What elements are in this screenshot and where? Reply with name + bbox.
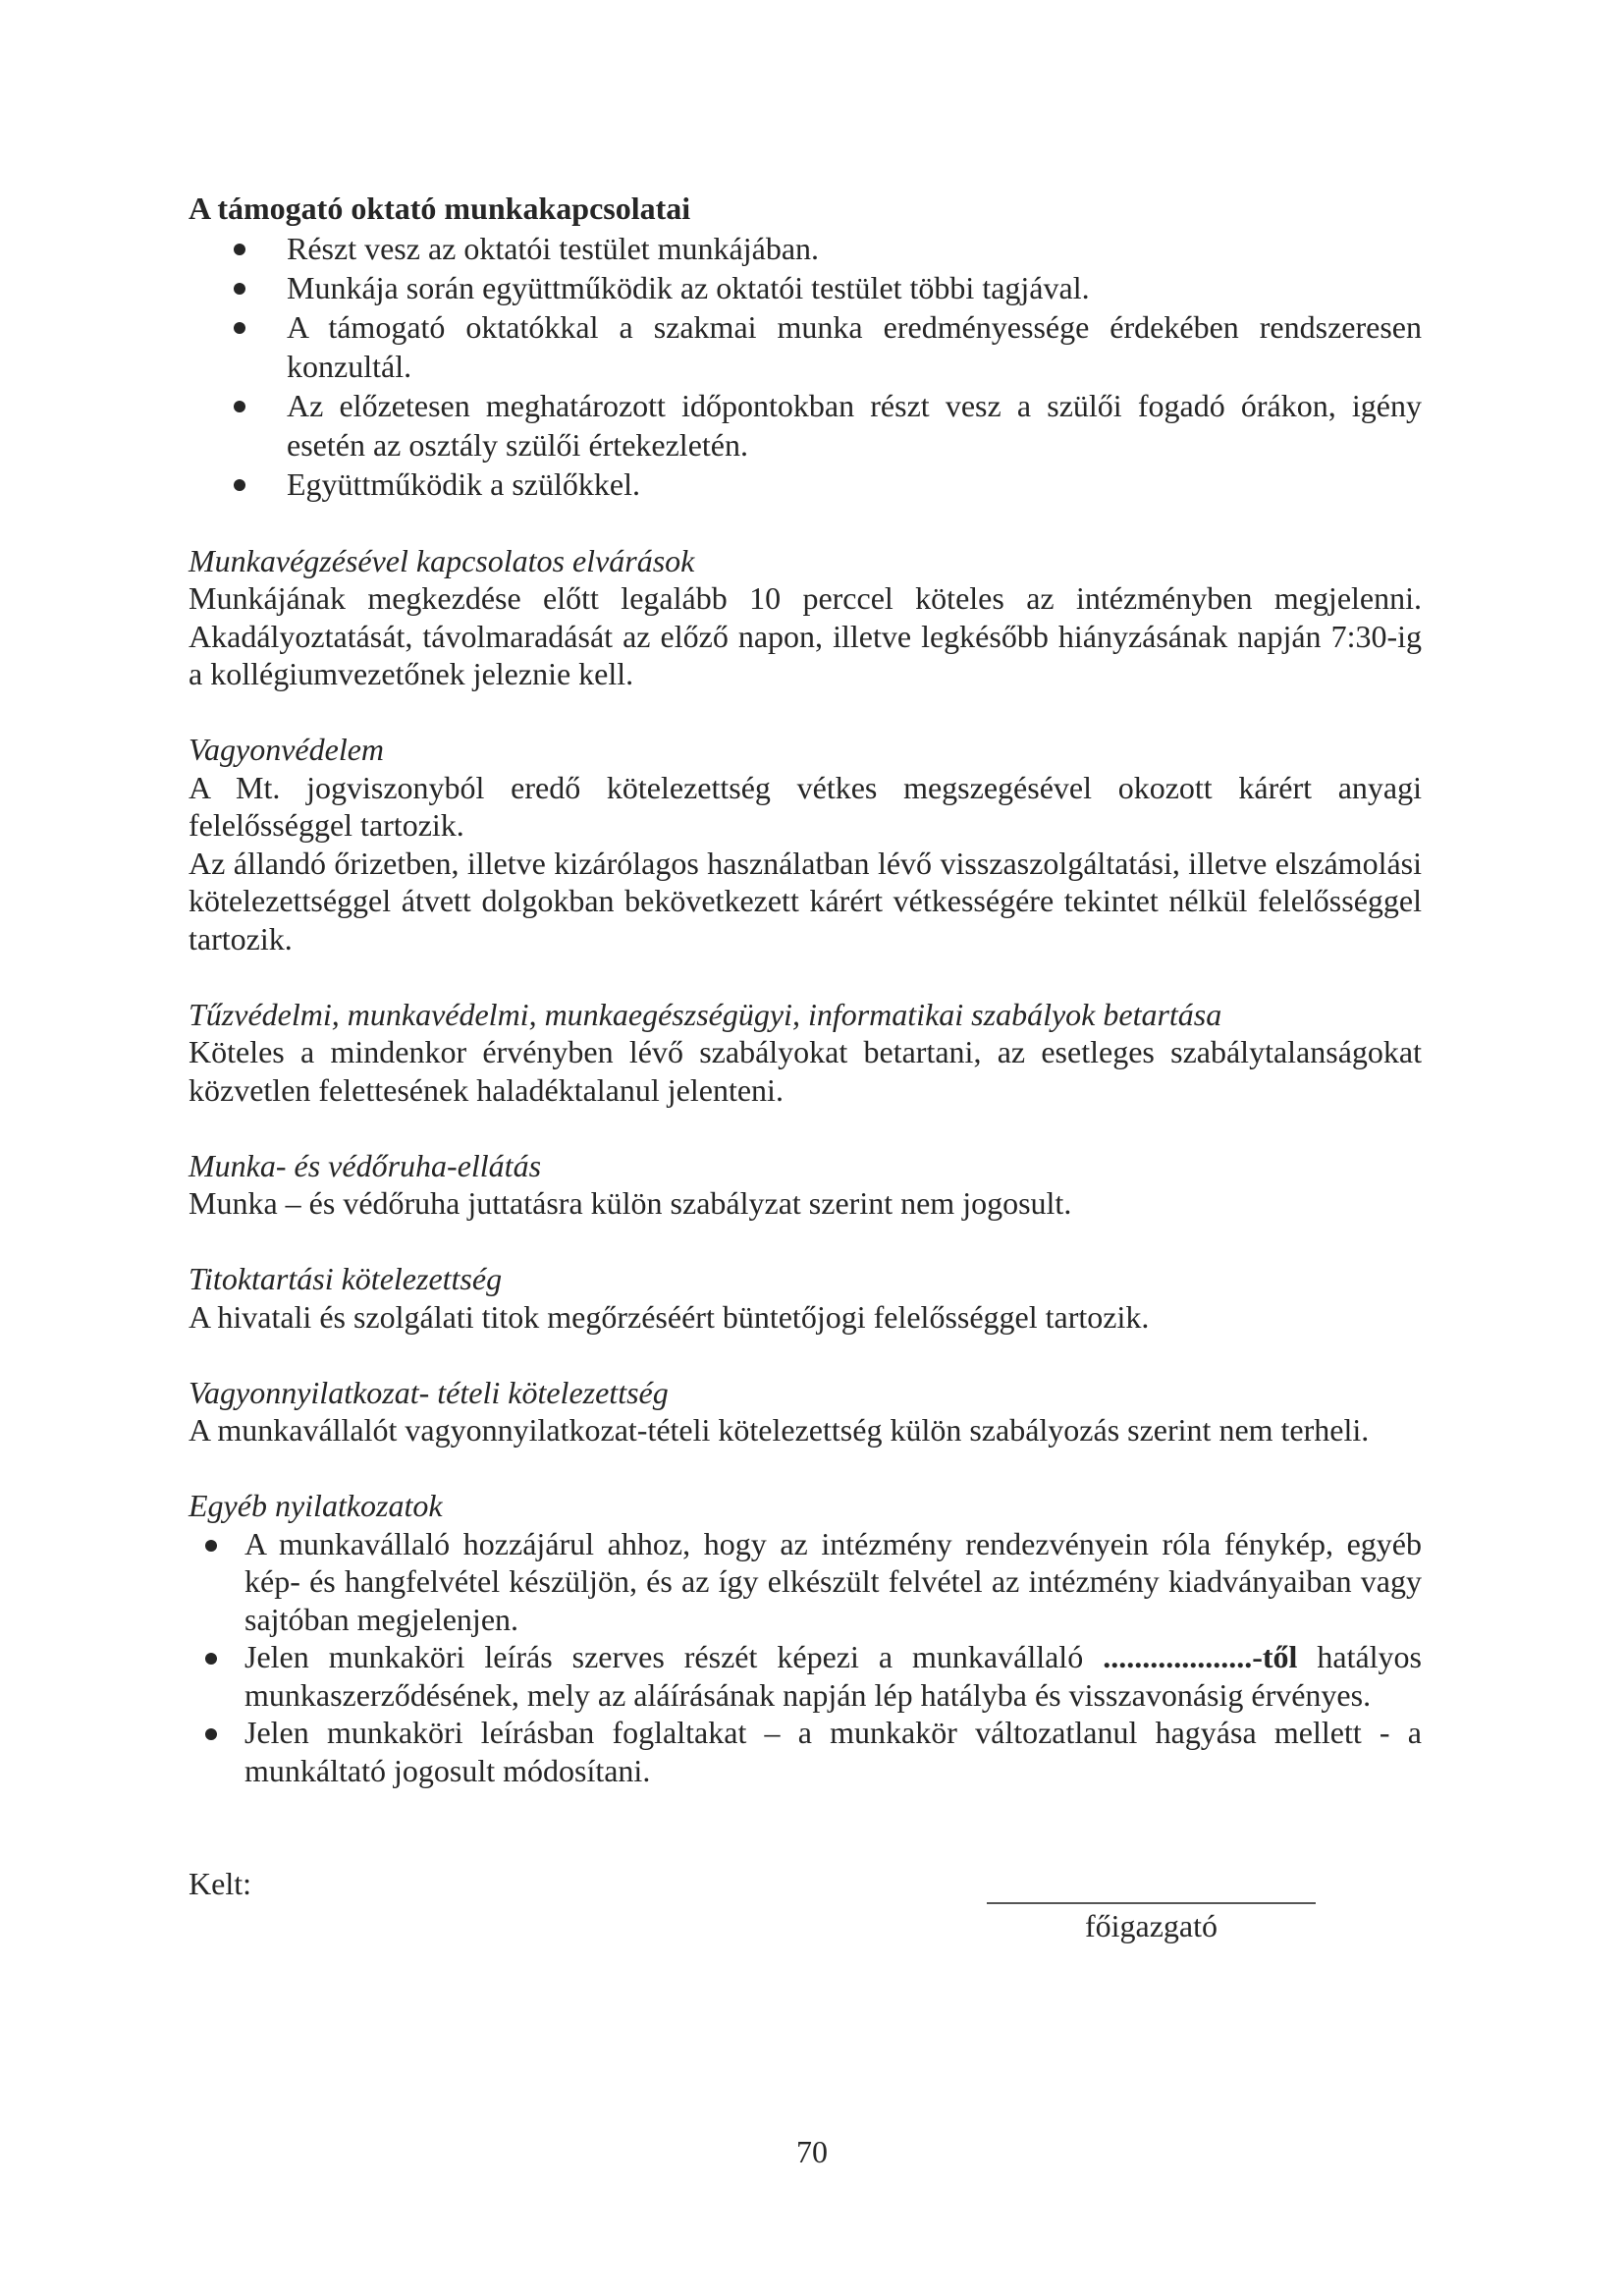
paragraph: A Mt. jogviszonyból eredő kötelezettség vétkes megszegésével okozott kárért anyagi felelősséggel tartozik.	[189, 769, 1422, 843]
list-item: Munkája során együttműködik az oktatói testület többi tagjával.	[189, 268, 1422, 307]
list-item: Együttműködik a szülőkkel.	[189, 465, 1422, 504]
paragraph: Köteles a mindenkor érvényben lévő szabályokat betartani, az esetleges szabálytalanságokat közvetlen felettesének haladéktalanul jelenteni.	[189, 1034, 1422, 1108]
work-relations-list	[189, 229, 1422, 504]
bullet-icon	[234, 386, 247, 465]
list-item: Az előzetesen meghatározott időpontokban részt vesz a szülői fogadó órákon, igény esetén az osztály szülői értekezletén.	[189, 386, 1422, 465]
page-number: 70	[796, 2134, 828, 2169]
list-item: Részt vesz az oktatói testület munkájában.	[189, 229, 1422, 268]
date-label: Kelt:	[189, 1866, 251, 1901]
section-asset-declaration	[189, 1374, 1422, 1449]
list-item: Jelen munkaköri leírás szerves részét képezi a munkavállaló ...................-től hatályos munkaszerződésének, mely az aláírásának napján lép hatályba és visszavonásig érvényes.	[189, 1638, 1422, 1714]
bullet-icon	[205, 1714, 219, 1789]
date-fill-in-field: ...................-től	[1103, 1639, 1298, 1674]
paragraph: Az állandó őrizetben, illetve kizárólagos használatban lévő visszaszolgáltatási, illetve elszámolási kötelezettséggel átvett dolgokban bekövetkezett kárért vétkességére tekintet nélkül felelősséggel tartozik.	[189, 845, 1422, 957]
paragraph: Munkájának megkezdése előtt legalább 10 perccel köteles az intézményben megjelenni. Akadályoztatását, távolmaradását az előző napon, illetve legkésőbb hiányzásának napján 7:30-ig a kollégiumvezetőnek jeleznie kell.	[189, 580, 1422, 691]
section-heading: Munka- és védőruha-ellátás	[189, 1147, 542, 1183]
signature-line	[987, 1902, 1316, 1904]
bullet-icon	[234, 229, 247, 268]
section-title: A támogató oktató munkakapcsolatai	[189, 191, 691, 226]
bullet-icon	[234, 307, 247, 386]
section-heading: Tűzvédelmi, munkavédelmi, munkaegészségügyi, informatikai szabályok betartása	[189, 996, 1222, 1032]
section-asset-protection	[189, 731, 1422, 957]
list-item: A támogató oktatókkal a szakmai munka eredményessége érdekében rendszeresen konzultál.	[189, 307, 1422, 386]
section-heading: Egyéb nyilatkozatok	[189, 1488, 443, 1523]
bullet-icon	[234, 268, 247, 307]
section-protective-clothing	[189, 1147, 1422, 1223]
section-heading: Munkavégzésével kapcsolatos elvárások	[189, 542, 695, 578]
other-statements-list	[189, 1525, 1422, 1790]
list-item: A munkavállaló hozzájárul ahhoz, hogy az intézmény rendezvényein róla fénykép, egyéb kép- és hangfelvétel készüljön, és az így elkészült felvétel az intézmény kiadványaiban vagy sajtóban megjelenjen.	[189, 1525, 1422, 1639]
signature-block	[987, 1902, 1316, 1944]
section-heading: Titoktartási kötelezettség	[189, 1261, 503, 1296]
list-item: Jelen munkaköri leírásban foglaltakat – a munkakör változatlanul hagyása mellett - a munkáltató jogosult módosítani.	[189, 1714, 1422, 1789]
section-other-statements	[189, 1487, 1422, 1789]
bullet-icon	[205, 1638, 219, 1714]
signature-title: főigazgató	[1084, 1908, 1218, 1943]
bullet-icon	[205, 1525, 219, 1639]
bullet-icon	[234, 465, 247, 504]
section-heading: Vagyonvédelem	[189, 732, 385, 767]
section-work-expectations	[189, 542, 1422, 693]
paragraph: Munka – és védőruha juttatásra külön szabályzat szerint nem jogosult.	[189, 1185, 1072, 1221]
section-confidentiality	[189, 1260, 1422, 1336]
section-safety-rules	[189, 996, 1422, 1110]
page-content	[189, 189, 1422, 1903]
section-heading: Vagyonnyilatkozat- tételi kötelezettség	[189, 1374, 669, 1410]
paragraph: A hivatali és szolgálati titok megőrzéséért büntetőjogi felelősséggel tartozik.	[189, 1298, 1150, 1335]
paragraph: A munkavállalót vagyonnyilatkozat-tételi kötelezettség külön szabályozás szerint nem terheli.	[189, 1412, 1370, 1448]
